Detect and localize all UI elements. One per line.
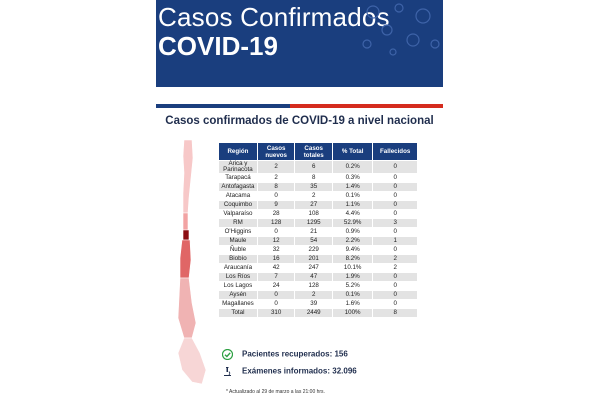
region-cell: Antofagasta	[219, 183, 257, 191]
col-deaths-header: Fallecidos	[373, 143, 417, 160]
new-cases-cell: 2	[258, 174, 295, 182]
percent-cell: 9.4%	[333, 246, 372, 254]
percent-cell: 0.1%	[333, 291, 372, 299]
percent-cell: 0.3%	[333, 174, 372, 182]
deaths-cell: 0	[373, 210, 417, 218]
region-cell: RM	[219, 219, 257, 227]
new-cases-cell: 0	[258, 291, 295, 299]
percent-cell: 0.9%	[333, 228, 372, 236]
percent-cell: 52.9%	[333, 219, 372, 227]
total-cases-cell: 35	[295, 183, 332, 191]
microscope-icon	[222, 366, 233, 377]
col-region-header: Región	[219, 143, 257, 160]
total-cases-cell: 108	[295, 210, 332, 218]
new-cases-cell: 2	[258, 161, 295, 173]
percent-cell: 10.1%	[333, 264, 372, 272]
new-cases-cell: 0	[258, 228, 295, 236]
region-cell: O'Higgins	[219, 228, 257, 236]
table-row	[219, 183, 417, 191]
deaths-cell: 1	[373, 237, 417, 245]
total-cases-cell: 27	[295, 201, 332, 209]
total-cases-cell: 201	[295, 255, 332, 263]
chile-map	[170, 138, 210, 388]
map-region-south	[178, 278, 196, 338]
new-cases-cell: 0	[258, 192, 295, 200]
section-title: Casos confirmados de COVID-19 a nivel nacional	[165, 115, 434, 127]
new-cases-cell: 128	[258, 219, 295, 227]
total-cases-cell: 21	[295, 228, 332, 236]
deaths-cell: 0	[373, 300, 417, 308]
deaths-cell: 0	[373, 273, 417, 281]
deaths-cell: 0	[373, 228, 417, 236]
table-row	[219, 174, 417, 182]
percent-cell: 1.6%	[333, 300, 372, 308]
recovered-text: Pacientes recuperados: 156	[242, 349, 348, 359]
table-row	[219, 161, 417, 173]
new-cases-cell: 28	[258, 210, 295, 218]
table-row	[219, 228, 417, 236]
new-cases-cell: 9	[258, 201, 295, 209]
deaths-cell: 0	[373, 183, 417, 191]
percent-cell: 1.9%	[333, 273, 372, 281]
table-row	[219, 219, 417, 227]
table-header-row	[219, 143, 417, 160]
table-row	[219, 300, 417, 308]
col-total-cases-header: Casos totales	[295, 143, 332, 160]
table-row	[219, 210, 417, 218]
total-cases-cell: 2	[295, 291, 332, 299]
total-label-cell: Total	[219, 309, 257, 317]
new-cases-cell: 7	[258, 273, 295, 281]
total-cases-cell: 247	[295, 264, 332, 272]
new-cases-cell: 12	[258, 237, 295, 245]
col-percent-header: % Total	[333, 143, 372, 160]
map-region-north	[183, 140, 193, 213]
deaths-cell: 0	[373, 161, 417, 173]
region-cell: Tarapacá	[219, 174, 257, 182]
map-region-center	[183, 213, 188, 230]
virus-pattern-icon	[353, 0, 443, 60]
region-cell: Aysén	[219, 291, 257, 299]
percent-cell: 0.2%	[333, 161, 372, 173]
percent-cell: 1.4%	[333, 183, 372, 191]
total-percent-cell: 100%	[333, 309, 372, 317]
percent-cell: 0.1%	[333, 192, 372, 200]
region-cell: Magallanes	[219, 300, 257, 308]
deaths-cell: 0	[373, 174, 417, 182]
total-cases-cell: 128	[295, 282, 332, 290]
update-note: * Actualizado al 29 de marzo a las 21:00 hrs.	[226, 389, 325, 395]
deaths-cell: 3	[373, 219, 417, 227]
table-row	[219, 237, 417, 245]
total-cases-cell: 2	[295, 192, 332, 200]
deaths-cell: 2	[373, 264, 417, 272]
new-cases-cell: 32	[258, 246, 295, 254]
region-cell: Atacama	[219, 192, 257, 200]
table-row	[219, 201, 417, 209]
total-deaths-cell: 8	[373, 309, 417, 317]
cases-table	[218, 142, 418, 318]
check-circle-icon	[222, 349, 233, 360]
new-cases-cell: 8	[258, 183, 295, 191]
flag-stripe-red	[290, 104, 443, 108]
total-cases-cell: 2449	[295, 309, 332, 317]
table-row	[219, 264, 417, 272]
table-row	[219, 273, 417, 281]
region-cell: Los Ríos	[219, 273, 257, 281]
percent-cell: 4.4%	[333, 210, 372, 218]
deaths-cell: 0	[373, 282, 417, 290]
region-cell: Arica y Parinacota	[219, 161, 257, 173]
total-cases-cell: 8	[295, 174, 332, 182]
table-row	[219, 192, 417, 200]
total-new-cases-cell: 310	[258, 309, 295, 317]
new-cases-cell: 24	[258, 282, 295, 290]
map-region-rm	[183, 230, 189, 240]
region-cell: Coquimbo	[219, 201, 257, 209]
banner-title: Casos Confirmados	[158, 2, 390, 32]
exams-stat	[222, 366, 357, 377]
new-cases-cell: 0	[258, 300, 295, 308]
deaths-cell: 0	[373, 201, 417, 209]
region-cell: Araucanía	[219, 264, 257, 272]
region-cell: Ñuble	[219, 246, 257, 254]
region-cell: Los Lagos	[219, 282, 257, 290]
map-region-far-south	[178, 338, 206, 384]
total-cases-cell: 1295	[295, 219, 332, 227]
banner-subtitle: COVID-19	[158, 31, 278, 61]
deaths-cell: 0	[373, 291, 417, 299]
region-cell: Biobío	[219, 255, 257, 263]
deaths-cell: 2	[373, 255, 417, 263]
total-cases-cell: 54	[295, 237, 332, 245]
table-total-row	[219, 309, 417, 317]
deaths-cell: 0	[373, 192, 417, 200]
percent-cell: 8.2%	[333, 255, 372, 263]
region-cell: Valparaíso	[219, 210, 257, 218]
table-row	[219, 255, 417, 263]
table-row	[219, 282, 417, 290]
table-row	[219, 246, 417, 254]
percent-cell: 5.2%	[333, 282, 372, 290]
new-cases-cell: 42	[258, 264, 295, 272]
col-new-cases-header: Casos nuevos	[258, 143, 295, 160]
new-cases-cell: 16	[258, 255, 295, 263]
total-cases-cell: 6	[295, 161, 332, 173]
flag-stripe-blue	[156, 104, 290, 108]
percent-cell: 2.2%	[333, 237, 372, 245]
recovered-stat	[222, 349, 348, 360]
map-region-south-center	[180, 240, 191, 278]
total-cases-cell: 229	[295, 246, 332, 254]
header-banner	[156, 0, 443, 87]
deaths-cell: 0	[373, 246, 417, 254]
region-cell: Maule	[219, 237, 257, 245]
exams-text: Exámenes informados: 32.096	[242, 366, 357, 376]
percent-cell: 1.1%	[333, 201, 372, 209]
total-cases-cell: 39	[295, 300, 332, 308]
table-row	[219, 291, 417, 299]
total-cases-cell: 47	[295, 273, 332, 281]
